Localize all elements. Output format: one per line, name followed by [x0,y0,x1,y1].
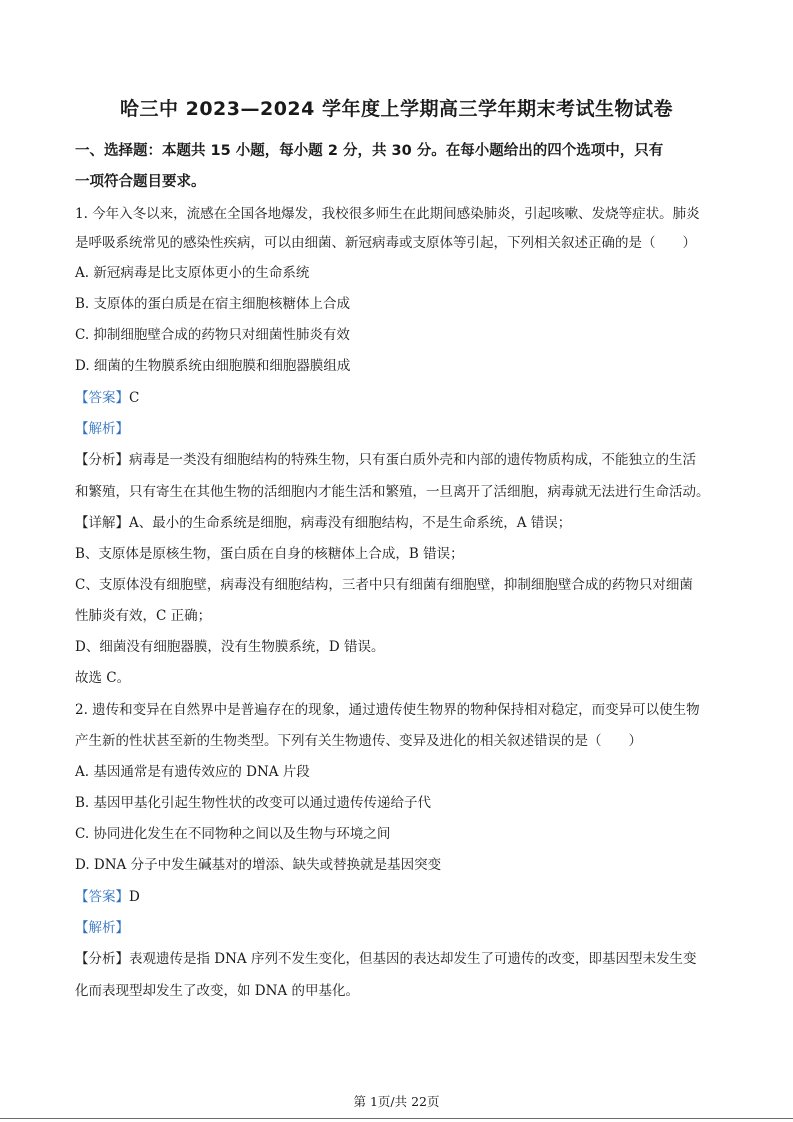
q1-xiangjie-b: B、支原体是原核生物，蛋白质在自身的核糖体上合成，B 错误； [75,546,464,562]
q2-option-a: A. 基因通常是有遗传效应的 DNA 片段 [75,764,310,780]
q2-option-b: B. 基因甲基化引起生物性状的改变可以通过遗传传递给子代 [75,795,432,811]
q2-answer-line [75,888,140,906]
q2-fenxi-line2: 化而表现型却发生了改变，如 DNA 的甲基化。 [75,983,359,999]
q1-fenxi-line2: 和繁殖，只有寄生在其他生物的活细胞内才能生活和繁殖，一旦离开了活细胞，病毒就无法进行生命活动。 [75,484,710,500]
q2-fenxi-text1: 表观遗传是指 DNA 序列不发生变化，但基因的表达却发生了可遗传的改变，即基因型未发生变 [129,951,697,967]
q1-xiangjie-c1: C、支原体没有细胞壁，病毒没有细胞结构，三者中只有细菌有细胞壁，抑制细胞壁合成的药物只对细菌 [75,577,693,593]
q2-option-c: C. 协同进化发生在不同物种之间以及生物与环境之间 [75,826,391,842]
bottom-rule [0,1118,793,1119]
q1-answer-line [75,389,139,407]
q1-fenxi-text1: 病毒是一类没有细胞结构的特殊生物，只有蛋白质外壳和内部的遗传物质构成，不能独立的生活 [129,452,696,468]
q2-fenxi-line1 [75,950,696,968]
q1-option-d: D. 细菌的生物膜系统由细胞膜和细胞器膜组成 [75,358,351,374]
xiangjie-tag: 【详解】 [75,515,129,531]
q2-answer: D [129,889,140,905]
q2-stem-line2: 产生新的性状甚至新的生物类型。下列有关生物遗传、变异及进化的相关叙述错误的是（ ） [75,733,642,749]
q1-xiangjie-c2: 性肺炎有效，C 正确； [75,608,212,624]
q1-option-b: B. 支原体的蛋白质是在宿主细胞核糖体上合成 [75,296,351,312]
q1-stem-line2: 是呼吸系统常见的感染性疾病，可以由细菌、新冠病毒或支原体等引起，下列相关叙述正确的是（ ） [75,235,696,251]
q2-option-d: D. DNA 分子中发生碱基对的增添、缺失或替换就是基因突变 [75,857,442,873]
q2-stem-line1: 2. 遗传和变异在自然界中是普遍存在的现象，通过遗传使生物界的物种保持相对稳定，而变异可以使生物 [75,702,700,718]
q1-option-a: A. 新冠病毒是比支原体更小的生命系统 [75,265,310,281]
q1-xiangjie-a: A、最小的生命系统是细胞，病毒没有细胞结构，不是生命系统，A 错误； [129,515,572,531]
q1-option-c: C. 抑制细胞壁合成的药物只对细菌性肺炎有效 [75,327,350,343]
answer-tag: 【答案】 [75,889,129,905]
q1-xiangjie-d: D、细菌没有细胞器膜，没有生物膜系统，D 错误。 [75,639,385,655]
q1-conclusion: 故选 C。 [75,670,131,686]
fenxi-tag: 【分析】 [75,951,129,967]
q1-stem-line1: 1. 今年入冬以来，流感在全国各地爆发，我校很多师生在此期间感染肺炎，引起咳嗽、发烧等症状。肺炎 [75,206,700,222]
q1-analysis-tag: 【解析】 [75,421,129,437]
page-footer: 第 1页/共 22页 [353,1094,440,1109]
q2-analysis-tag: 【解析】 [75,920,129,936]
q1-fenxi-line1 [75,451,696,469]
fenxi-tag: 【分析】 [75,452,129,468]
q1-xiangjie-a-line [75,514,571,532]
page-title: 哈三中 2023—2024 学年度上学期高三学年期末考试生物试卷 [120,98,673,120]
q1-answer: C [129,390,140,406]
section-heading-line1: 一、选择题：本题共 15 小题，每小题 2 分，共 30 分。在每小题给出的四个选项中，只有 [75,143,664,159]
answer-tag: 【答案】 [75,390,129,406]
section-heading-line2: 一项符合题目要求。 [75,174,206,190]
